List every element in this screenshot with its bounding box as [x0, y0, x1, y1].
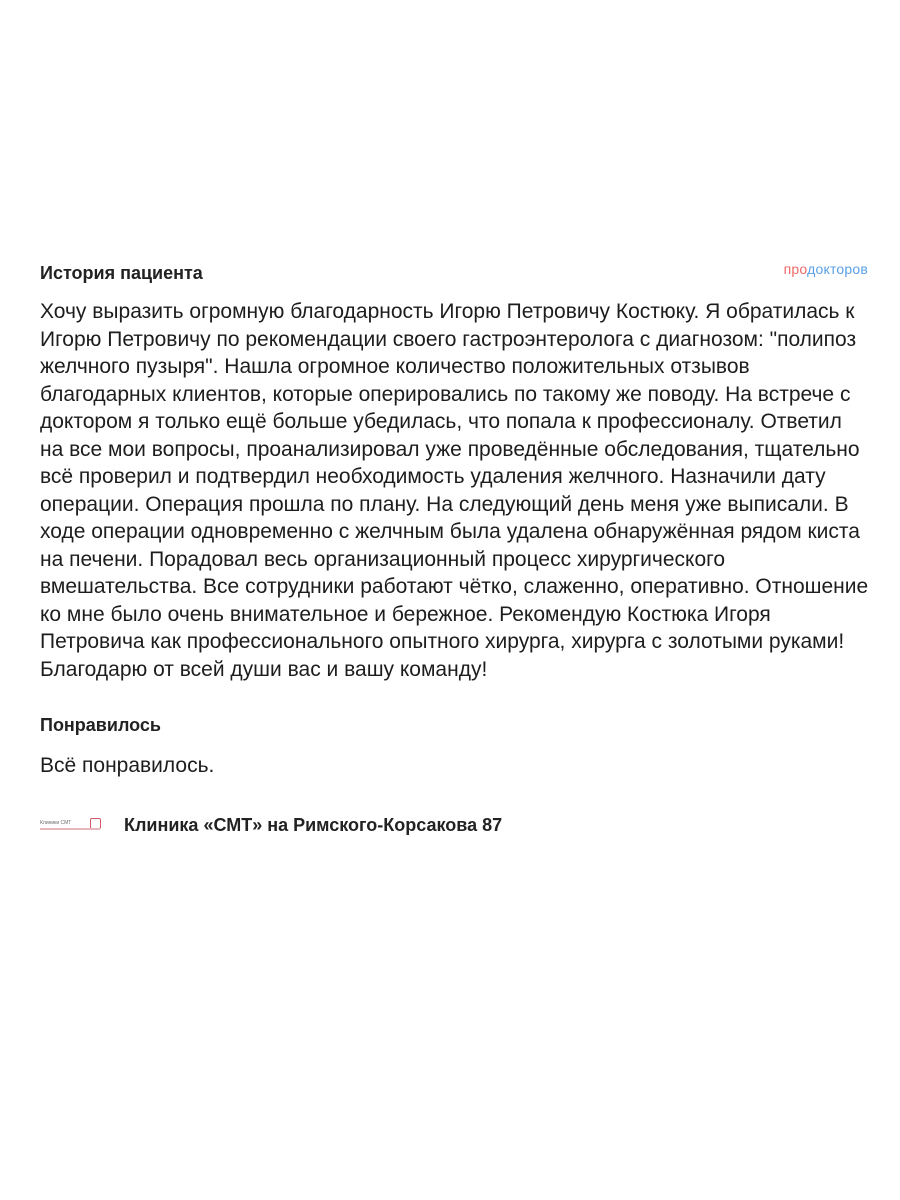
prodoctorov-logo[interactable]: [784, 260, 868, 278]
section-title-liked: Понравилось: [40, 715, 161, 735]
liked-text: Всё понравилось.: [40, 754, 215, 777]
review-body: Хочу выразить огромную благодарность Игорю Петровичу Костюку. Я обратилась к Игорю Петровичу по рекомендации своего гастроэнтеролога с диагнозом: "полипоз желчного пузыря". Нашла огромное количество положительных отзывов благодарных клиентов, которые оперировались по такому же поводу. На встрече с доктором я только ещё больше убедилась, что попала к профессионалу. Ответил на все мои вопросы, проанализировал уже проведённые обследования, тщательно всё проверил и подтвердил необходимость удаления желчного. Назначили дату операции. Операция прошла по плану. На следующий день меня уже выписали. В ходе операции одновременно с желчным была удалена обнаружённая рядом киста на печени. Порадовал весь организационный процесс хирургического вмешательства. Все сотрудники работают чётко, слаженно, оперативно. Отношение ко мне было очень внимательное и бережное. Рекомендую Костюка Игоря Петровича как профессионального опытного хирурга, хирурга с золотыми руками! Благодарю от всей души вас и вашу команду!: [40, 300, 869, 681]
clinic-info[interactable]: [40, 810, 870, 844]
clinic-name[interactable]: Клиника «СМТ» на Римского-Корсакова 87: [124, 815, 503, 835]
clinic-logo-underline: [40, 828, 100, 830]
clinic-logo-icon: [40, 814, 106, 836]
review-header: [40, 258, 870, 288]
section-title-history: История пациента: [40, 263, 203, 283]
review-card: [40, 258, 870, 844]
logo-part-doktorov: докторов: [807, 261, 868, 277]
clinic-logo-text: Клиники СМТ: [40, 820, 72, 826]
logo-part-pro: про: [783, 261, 808, 277]
